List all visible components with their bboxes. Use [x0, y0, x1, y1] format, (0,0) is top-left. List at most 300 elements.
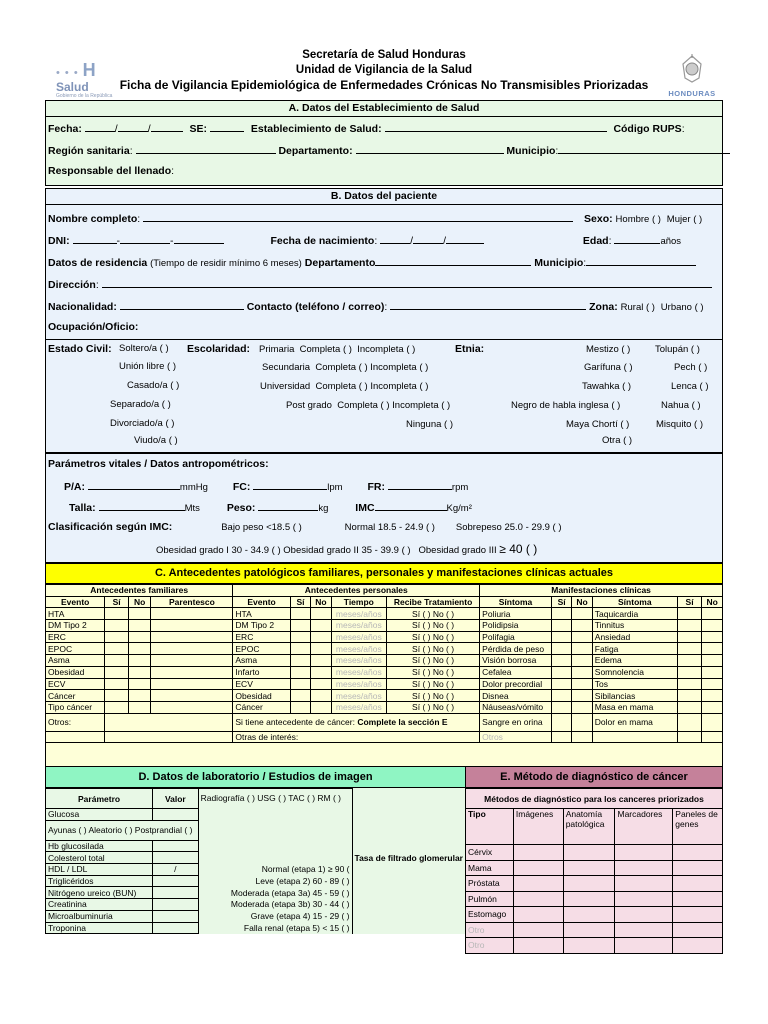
- metodo-cell[interactable]: [563, 907, 615, 923]
- table-row: [466, 922, 723, 938]
- table-row: [46, 910, 466, 922]
- param-value[interactable]: [153, 887, 199, 899]
- municipio-b-label: Municipio: [534, 257, 584, 269]
- fam-si[interactable]: [105, 631, 129, 643]
- sintoma-no[interactable]: [572, 666, 592, 678]
- column-header: No: [572, 596, 592, 608]
- dni-label: DNI:: [48, 235, 70, 247]
- municipio-label: Municipio: [506, 145, 556, 157]
- sintoma-si[interactable]: [677, 643, 702, 655]
- fam-parentesco[interactable]: [151, 631, 233, 643]
- etnia-mestizo[interactable]: Mestizo ( ): [586, 344, 631, 355]
- direccion-field[interactable]: [102, 277, 712, 288]
- fam-no[interactable]: [128, 631, 151, 643]
- pa-field[interactable]: [88, 479, 180, 490]
- antecedentes-table: [45, 584, 723, 743]
- imc-ob2[interactable]: Obesidad grado II 35 - 39.9 ( ): [283, 545, 411, 556]
- param-value[interactable]: [153, 852, 199, 864]
- metodo-header: Paneles de genes: [673, 809, 723, 845]
- fam-si[interactable]: [105, 655, 129, 667]
- sintoma: Polifagia: [480, 631, 552, 643]
- pers-tiempo[interactable]: meses/años: [331, 655, 386, 667]
- sintoma-no[interactable]: [702, 631, 723, 643]
- metodo-cell[interactable]: [513, 938, 563, 954]
- table-cell: [592, 731, 677, 743]
- pers-si[interactable]: [290, 631, 310, 643]
- fam-otros: Otros:: [46, 713, 105, 731]
- metodo-cell[interactable]: [563, 922, 615, 938]
- column-header: Recibe Tratamiento: [386, 596, 479, 608]
- sintoma: Tinnitus: [592, 620, 677, 632]
- pers-otras[interactable]: Otras de interés:: [233, 731, 480, 743]
- secundaria-completa[interactable]: Completa ( ): [315, 362, 368, 373]
- manifestaciones-header: Manifestaciones clínicas: [480, 585, 723, 597]
- metodo-cell[interactable]: [513, 922, 563, 938]
- etnia-garifuna[interactable]: Garífuna ( ): [584, 362, 633, 373]
- pers-tiempo[interactable]: meses/años: [331, 620, 386, 632]
- etnia-maya-chorti[interactable]: Maya Chortí ( ): [566, 419, 630, 430]
- pers-si[interactable]: [290, 678, 310, 690]
- ocupacion-label: Ocupación/Oficio:: [48, 321, 139, 333]
- cancer-tipo: Otro: [466, 938, 514, 954]
- pers-si[interactable]: [290, 701, 310, 713]
- pers-tratamiento[interactable]: Sí ( ) No ( ): [386, 666, 479, 678]
- metodo-cell[interactable]: [673, 907, 723, 923]
- pers-si[interactable]: [290, 690, 310, 702]
- postgrado-completa[interactable]: Completa ( ): [337, 400, 390, 411]
- param-name: Hb glucosilada: [46, 840, 153, 852]
- sintoma-no[interactable]: [702, 655, 723, 667]
- table-row: [46, 643, 723, 655]
- param-name: Glucosa: [46, 809, 153, 821]
- fam-evento: Obesidad: [46, 666, 105, 678]
- sintoma-si[interactable]: [677, 620, 702, 632]
- establecimiento-field[interactable]: [385, 121, 607, 132]
- imc-ob3[interactable]: Obesidad grado III ≥ 40 ( ): [418, 542, 538, 556]
- sintoma: Edema: [592, 655, 677, 667]
- metodo-cell[interactable]: [615, 860, 673, 876]
- fecha-year-field[interactable]: [151, 121, 183, 132]
- pers-tiempo[interactable]: meses/años: [331, 690, 386, 702]
- sintoma-si[interactable]: [551, 631, 571, 643]
- metodo-cell[interactable]: [615, 845, 673, 861]
- fam-si[interactable]: [105, 608, 129, 620]
- sintoma-si[interactable]: [551, 678, 571, 690]
- table-row: [46, 875, 466, 887]
- universidad-completa[interactable]: Completa ( ): [315, 381, 368, 392]
- section-civil: Estado Civil: Soltero/a ( ) Unión libre ( ) Casado/a ( ) Separado/a ( ) Divorciado/a ( ) Viudo/a ( ) Escolaridad: Primaria Completa ( ) Incompleta ( ) Secundaria Completa ( ) Incompleta ( ) Universidad Completa ( ) Incompleta ( ) Post grado Completa ( ) Incompleta ( ) Ninguna ( ) Etnia: Mestizo ( ) Tolupán ( ) Garífuna ( ) Pech ( ) Tawahka ( ) Lenca ( ) Negro de habla inglesa ( ) Nahua ( ) Maya Chortí ( ) Misquito ( ) Otra ( ): [45, 340, 723, 453]
- sintoma-no[interactable]: [572, 731, 592, 743]
- fam-parentesco[interactable]: [151, 620, 233, 632]
- fam-no[interactable]: [128, 620, 151, 632]
- pers-evento: Asma: [233, 655, 290, 667]
- sintoma-no[interactable]: [702, 713, 723, 731]
- sintoma-si[interactable]: [677, 666, 702, 678]
- table-row: [466, 860, 723, 876]
- sintoma: Sibilancias: [592, 690, 677, 702]
- param-value[interactable]: [153, 875, 199, 887]
- civil-separado[interactable]: Separado/a ( ): [110, 399, 171, 410]
- fam-no[interactable]: [128, 655, 151, 667]
- pers-tratamiento[interactable]: Sí ( ) No ( ): [386, 631, 479, 643]
- sintoma-si[interactable]: [551, 701, 571, 713]
- table-cell: [702, 731, 723, 743]
- pers-tiempo[interactable]: meses/años: [331, 631, 386, 643]
- table-row: [46, 690, 723, 702]
- fam-si[interactable]: [105, 701, 129, 713]
- sintoma: Poliuria: [480, 608, 552, 620]
- fam-si[interactable]: [105, 643, 129, 655]
- fam-parentesco[interactable]: [151, 608, 233, 620]
- param-value[interactable]: [153, 809, 199, 821]
- tfg-option[interactable]: Leve (etapa 2) 60 - 89 ( ): [198, 875, 352, 887]
- column-header: Sí: [105, 596, 129, 608]
- sintoma-si[interactable]: [677, 631, 702, 643]
- fam-si[interactable]: [105, 620, 129, 632]
- clasif-label: Clasificación según IMC:: [48, 521, 173, 533]
- metodo-cell[interactable]: [673, 891, 723, 907]
- sintoma-no[interactable]: [572, 620, 592, 632]
- table-row: [46, 864, 466, 876]
- municipio-b-field[interactable]: [586, 255, 696, 266]
- imc-field[interactable]: [375, 500, 447, 511]
- pers-si[interactable]: [290, 608, 310, 620]
- fnac-day-field[interactable]: [380, 233, 410, 244]
- region-field[interactable]: [136, 143, 276, 154]
- etnia-misquito[interactable]: Misquito ( ): [656, 419, 703, 430]
- table-cell: [677, 731, 702, 743]
- cancer-tipo: Mama: [466, 860, 514, 876]
- table-row: [46, 713, 723, 731]
- fam-si[interactable]: [105, 690, 129, 702]
- column-header: Evento: [233, 596, 290, 608]
- etnia-pech[interactable]: Pech ( ): [674, 362, 708, 373]
- param-value[interactable]: /: [153, 864, 199, 876]
- etnia-otra[interactable]: Otra ( ): [602, 435, 633, 446]
- tfg-title: Tasa de filtrado glomerular: [352, 852, 465, 864]
- table-cell: [105, 731, 233, 743]
- primaria-completa[interactable]: Completa ( ): [299, 344, 352, 355]
- sintoma-no[interactable]: [572, 655, 592, 667]
- fam-no[interactable]: [128, 666, 151, 678]
- mujer-option[interactable]: Mujer ( ): [666, 214, 703, 225]
- edad-field[interactable]: [614, 233, 660, 244]
- logo-left-sub: Gobierno de la República: [56, 93, 113, 99]
- table-row: [46, 608, 723, 620]
- urbano-option[interactable]: Urbano ( ): [660, 302, 704, 313]
- pers-no[interactable]: [311, 666, 331, 678]
- table-row: [46, 585, 723, 597]
- pers-cancer-note: Si tiene antecedente de cáncer: Complete la sección E: [233, 713, 480, 731]
- sintoma-si[interactable]: [677, 608, 702, 620]
- param-name: Colesterol total: [46, 852, 153, 864]
- departamento-field[interactable]: [356, 143, 504, 154]
- nombre-field[interactable]: [143, 211, 573, 222]
- fnac-year-field[interactable]: [446, 233, 484, 244]
- metodo-cell[interactable]: [615, 876, 673, 892]
- pers-no[interactable]: [311, 701, 331, 713]
- table-row: [46, 631, 723, 643]
- depto-label: Departamento: [304, 257, 376, 269]
- metodo-cell[interactable]: [513, 907, 563, 923]
- metodo-cell[interactable]: [673, 845, 723, 861]
- dni-field-3[interactable]: [174, 233, 224, 244]
- sintoma-si[interactable]: [551, 643, 571, 655]
- sintoma-si[interactable]: [677, 678, 702, 690]
- fam-parentesco[interactable]: [151, 678, 233, 690]
- fam-parentesco[interactable]: [151, 643, 233, 655]
- pers-tiempo[interactable]: meses/años: [331, 678, 386, 690]
- civil-viudo[interactable]: Viudo/a ( ): [134, 435, 178, 446]
- imc-ob1[interactable]: Obesidad grado I 30 - 34.9 ( ): [156, 545, 281, 556]
- fecha-label: Fecha:: [48, 123, 82, 135]
- pers-no[interactable]: [311, 655, 331, 667]
- civil-divorciado[interactable]: Divorciado/a ( ): [110, 418, 175, 429]
- sintoma-no[interactable]: [572, 643, 592, 655]
- sintoma: Taquicardia: [592, 608, 677, 620]
- metodo-cell[interactable]: [563, 876, 615, 892]
- postgrado-incompleta[interactable]: Incompleta ( ): [392, 400, 451, 411]
- pers-no[interactable]: [311, 678, 331, 690]
- pers-no[interactable]: [311, 631, 331, 643]
- metodo-cell[interactable]: [513, 860, 563, 876]
- universidad-incompleta[interactable]: Incompleta ( ): [370, 381, 429, 392]
- fam-parentesco[interactable]: [151, 666, 233, 678]
- column-header: Síntoma: [480, 596, 552, 608]
- dni-field-1[interactable]: [73, 233, 117, 244]
- fam-evento: Tipo cáncer: [46, 701, 105, 713]
- param-value[interactable]: [153, 840, 199, 852]
- civil-soltero[interactable]: Soltero/a ( ): [119, 343, 169, 354]
- fam-evento: ERC: [46, 631, 105, 643]
- fecha-day-field[interactable]: [85, 121, 115, 132]
- table-row: [466, 809, 723, 845]
- dni-field-2[interactable]: [120, 233, 170, 244]
- sintoma-no[interactable]: [702, 643, 723, 655]
- metodo-cell[interactable]: [615, 907, 673, 923]
- sintoma-no[interactable]: [572, 608, 592, 620]
- primaria-incompleta[interactable]: Incompleta ( ): [357, 344, 416, 355]
- tfg-option[interactable]: Grave (etapa 4) 15 - 29 ( ): [198, 910, 352, 922]
- logo-right-text: HONDURAS: [668, 89, 716, 98]
- pers-no[interactable]: [311, 643, 331, 655]
- sintoma: Somnolencia: [592, 666, 677, 678]
- table-row: [46, 596, 723, 608]
- rups-label: Código RUPS: [613, 123, 682, 135]
- sintoma-no[interactable]: [702, 701, 723, 713]
- pers-tratamiento[interactable]: Sí ( ) No ( ): [386, 643, 479, 655]
- sintoma-no[interactable]: [702, 690, 723, 702]
- table-row: [46, 789, 466, 809]
- secundaria-incompleta[interactable]: Incompleta ( ): [370, 362, 429, 373]
- sintoma-si[interactable]: [677, 655, 702, 667]
- pers-tratamiento[interactable]: Sí ( ) No ( ): [386, 608, 479, 620]
- section-c-title: C. Antecedentes patológicos familiares, personales y manifestaciones clínicas actuales: [46, 564, 722, 584]
- fam-parentesco[interactable]: [151, 690, 233, 702]
- familiares-header: Antecedentes familiares: [46, 585, 233, 597]
- sintoma-si[interactable]: [677, 690, 702, 702]
- sintoma-si[interactable]: [677, 701, 702, 713]
- sintoma: Dolor precordial: [480, 678, 552, 690]
- sintoma-no[interactable]: [572, 631, 592, 643]
- imc-sobrepeso[interactable]: Sobrepeso 25.0 - 29.9 ( ): [455, 522, 562, 533]
- laboratorio-table: [45, 788, 466, 934]
- fam-no[interactable]: [128, 608, 151, 620]
- metodo-cell[interactable]: [513, 891, 563, 907]
- pers-tiempo[interactable]: meses/años: [331, 701, 386, 713]
- pers-tiempo[interactable]: meses/años: [331, 666, 386, 678]
- fc-field[interactable]: [253, 479, 327, 490]
- pers-no[interactable]: [311, 608, 331, 620]
- table-row: [46, 701, 723, 713]
- pers-tratamiento[interactable]: Sí ( ) No ( ): [386, 678, 479, 690]
- metodo-cell[interactable]: [513, 845, 563, 861]
- pers-tiempo[interactable]: meses/años: [331, 608, 386, 620]
- sintoma-no[interactable]: [702, 666, 723, 678]
- pers-tratamiento[interactable]: Sí ( ) No ( ): [386, 655, 479, 667]
- civil-union[interactable]: Unión libre ( ): [119, 361, 177, 372]
- sintoma-si[interactable]: [551, 620, 571, 632]
- tfg-option[interactable]: Moderada (etapa 3b) 30 - 44 ( ): [198, 899, 352, 911]
- fam-parentesco[interactable]: [151, 655, 233, 667]
- tfg-option[interactable]: Normal (etapa 1) ≥ 90 (: [198, 864, 352, 876]
- param-value[interactable]: [153, 899, 199, 911]
- fnac-month-field[interactable]: [413, 233, 443, 244]
- metodo-header: Anatomía patológica: [563, 809, 615, 845]
- sintoma-si[interactable]: [551, 666, 571, 678]
- imc-bajo[interactable]: Bajo peso <18.5 ( ): [221, 522, 302, 533]
- fam-si[interactable]: [105, 678, 129, 690]
- pers-tratamiento[interactable]: Sí ( ) No ( ): [386, 690, 479, 702]
- pers-no[interactable]: [311, 620, 331, 632]
- param-value[interactable]: [153, 922, 199, 934]
- civil-casado[interactable]: Casado/a ( ): [127, 380, 180, 391]
- fecha-month-field[interactable]: [118, 121, 148, 132]
- imagen-options[interactable]: Radiografía ( ) USG ( ) TAC ( ) RM ( ): [198, 789, 352, 864]
- pa-label: P/A:: [64, 481, 85, 493]
- param-name: Troponina: [46, 922, 153, 934]
- header-line1: Secretaría de Salud Honduras: [302, 49, 466, 61]
- metodo-cell[interactable]: [563, 891, 615, 907]
- table-row: [46, 899, 466, 911]
- sintoma-no[interactable]: [702, 620, 723, 632]
- escolaridad-ninguna[interactable]: Ninguna ( ): [406, 419, 453, 430]
- metodo-cell[interactable]: [673, 938, 723, 954]
- fam-no[interactable]: [128, 678, 151, 690]
- metodo-cell[interactable]: [513, 876, 563, 892]
- header-line3: Ficha de Vigilancia Epidemiológica de Enfermedades Crónicas No Transmisibles Priorizadas: [119, 78, 649, 92]
- param-name: Nitrógeno ureico (BUN): [46, 887, 153, 899]
- sintoma-si[interactable]: [677, 713, 702, 731]
- contacto-field[interactable]: [390, 299, 586, 310]
- metodo-cell[interactable]: [673, 922, 723, 938]
- sintoma-no[interactable]: [572, 690, 592, 702]
- sintoma-si[interactable]: [551, 655, 571, 667]
- etnia-nahua[interactable]: Nahua ( ): [661, 400, 701, 411]
- glucosa-tipo[interactable]: Ayunas ( ) Aleatorio ( ) Postprandial ( ): [46, 820, 199, 840]
- sintoma-si[interactable]: [551, 713, 571, 731]
- column-header: Sí: [551, 596, 571, 608]
- tfg-option[interactable]: Falla renal (etapa 5) < 15 ( ): [198, 922, 352, 934]
- sintoma-no[interactable]: [572, 678, 592, 690]
- metodo-cell[interactable]: [615, 891, 673, 907]
- imc-normal[interactable]: Normal 18.5 - 24.9 ( ): [344, 522, 435, 533]
- column-header: No: [702, 596, 723, 608]
- sintoma-no[interactable]: [572, 701, 592, 713]
- metodo-cell[interactable]: [615, 922, 673, 938]
- nacionalidad-field[interactable]: [120, 299, 244, 310]
- sintoma-no[interactable]: [702, 608, 723, 620]
- pers-si[interactable]: [290, 620, 310, 632]
- sintoma: Pérdida de peso: [480, 643, 552, 655]
- param-value[interactable]: [153, 910, 199, 922]
- metodo-cell[interactable]: [563, 938, 615, 954]
- table-row: [46, 620, 723, 632]
- table-row: [46, 731, 723, 743]
- metodo-cell[interactable]: [615, 938, 673, 954]
- pers-no[interactable]: [311, 690, 331, 702]
- pers-tratamiento[interactable]: Sí ( ) No ( ): [386, 620, 479, 632]
- etnia-negro-ingles[interactable]: Negro de habla inglesa ( ): [511, 400, 621, 411]
- sintoma-si[interactable]: [551, 608, 571, 620]
- fam-no[interactable]: [128, 643, 151, 655]
- pers-si[interactable]: [290, 655, 310, 667]
- imc-label: IMC: [355, 502, 375, 514]
- sintoma-no[interactable]: [702, 678, 723, 690]
- sintoma: Tos: [592, 678, 677, 690]
- fam-no[interactable]: [128, 690, 151, 702]
- cancer-diagnostico-table: [465, 788, 723, 954]
- se-field[interactable]: [210, 121, 244, 132]
- metodo-cell[interactable]: [563, 845, 615, 861]
- responsable-label: Responsable del llenado: [48, 165, 172, 177]
- metodo-cell[interactable]: [563, 860, 615, 876]
- tfg-option[interactable]: Moderada (etapa 3a) 45 - 59 ( ): [198, 887, 352, 899]
- talla-field[interactable]: [99, 500, 185, 511]
- etnia-tawahka[interactable]: Tawahka ( ): [582, 381, 632, 392]
- residencia-note: (Tiempo de residir mínimo 6 meses): [150, 258, 302, 269]
- metodo-cell[interactable]: [673, 876, 723, 892]
- sintoma-no[interactable]: [572, 713, 592, 731]
- fr-field[interactable]: [388, 479, 452, 490]
- direccion-label: Dirección: [48, 279, 96, 291]
- pers-tiempo[interactable]: meses/años: [331, 643, 386, 655]
- fam-si[interactable]: [105, 666, 129, 678]
- depto-field[interactable]: [375, 255, 531, 266]
- pers-evento: Obesidad: [233, 690, 290, 702]
- hombre-option[interactable]: Hombre ( ): [615, 214, 661, 225]
- column-header: No: [128, 596, 151, 608]
- fam-otros-field[interactable]: [105, 713, 233, 731]
- fam-parentesco[interactable]: [151, 701, 233, 713]
- nombre-label: Nombre completo: [48, 213, 138, 225]
- sintoma-si[interactable]: [551, 731, 571, 743]
- peso-field[interactable]: [258, 500, 318, 511]
- fam-no[interactable]: [128, 701, 151, 713]
- rural-option[interactable]: Rural ( ): [620, 302, 655, 313]
- etnia-lenca[interactable]: Lenca ( ): [671, 381, 709, 392]
- sexo-label: Sexo:: [584, 213, 613, 225]
- metodo-cell[interactable]: [673, 860, 723, 876]
- etnia-tolupan[interactable]: Tolupán ( ): [655, 344, 700, 355]
- sintoma: Dolor en mama: [592, 713, 677, 731]
- sintoma-si[interactable]: [551, 690, 571, 702]
- municipio-field[interactable]: [558, 143, 730, 154]
- cancer-tipo: Pulmón: [466, 891, 514, 907]
- pers-si[interactable]: [290, 643, 310, 655]
- pers-si[interactable]: [290, 666, 310, 678]
- pers-tratamiento[interactable]: Sí ( ) No ( ): [386, 701, 479, 713]
